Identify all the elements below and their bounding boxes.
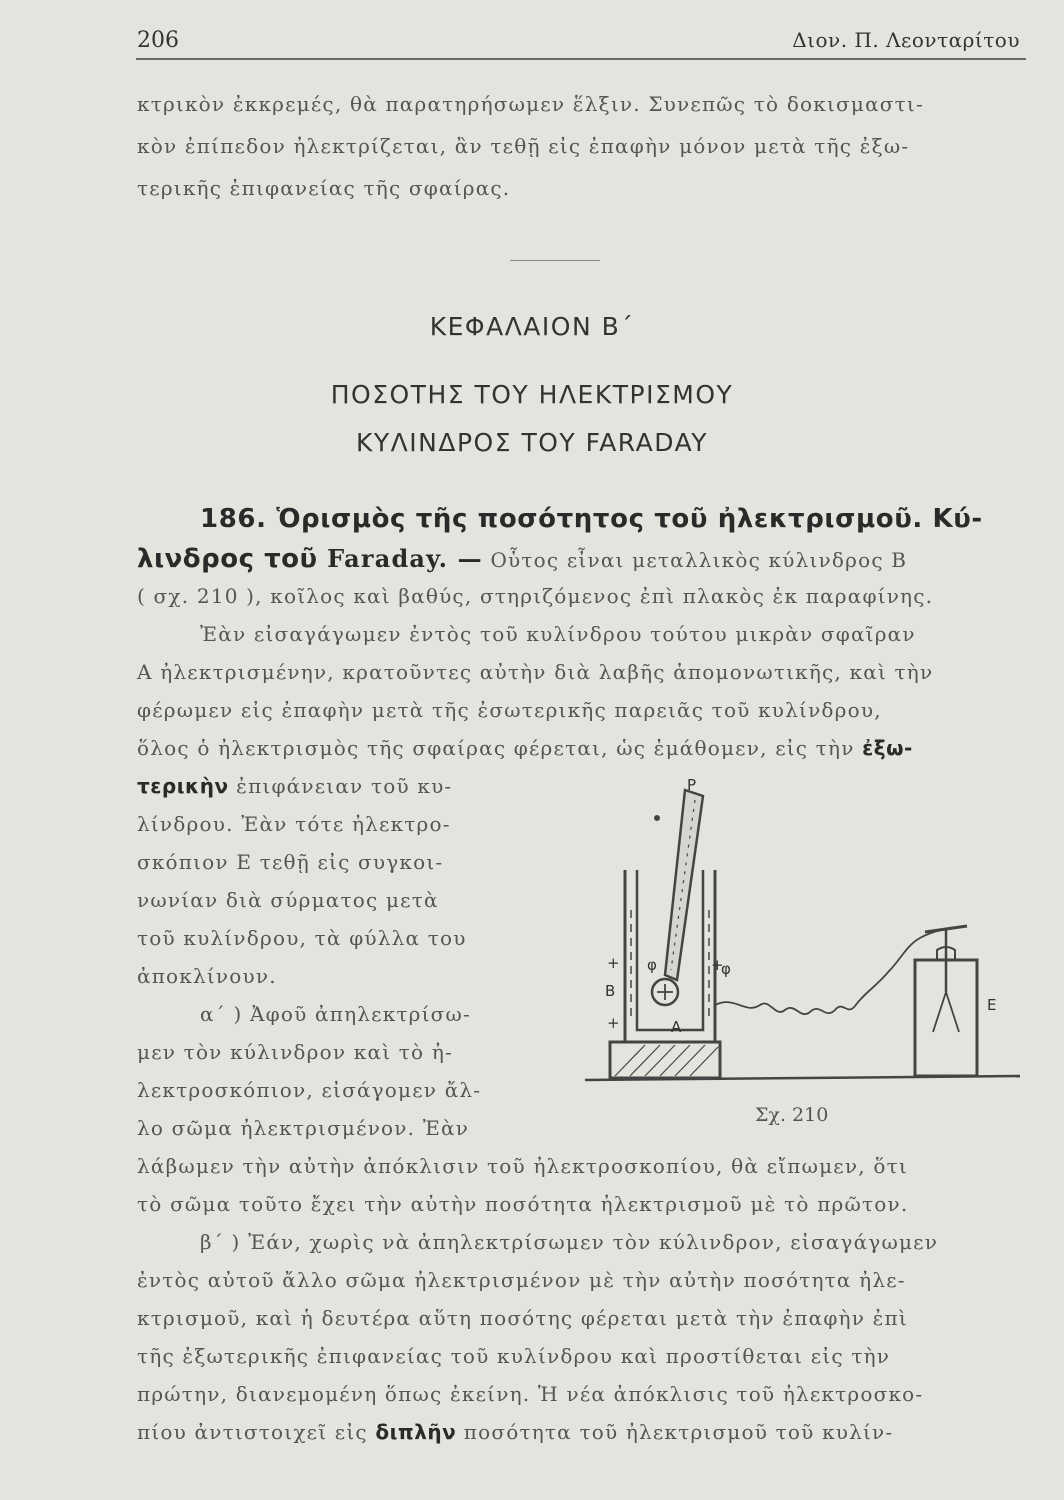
last-line — [137, 1420, 893, 1444]
section-line-2 — [137, 544, 907, 574]
last-line-text-a: πίου ἀντιστοιχεῖ εἰς — [137, 1420, 376, 1444]
full-line-3: β΄ ) Ἐάν, χωρὶς νὰ ἀπηλεκτρίσωμεν τὸν κύλινδρον, εἰσαγάγωμεν — [200, 1230, 939, 1254]
narrow-line-2: σκόπιον Ε τεθῇ εἰς συγκοι- — [137, 850, 444, 874]
connecting-wire — [715, 930, 941, 1014]
label-e: E — [987, 996, 997, 1014]
header-rule — [136, 58, 1026, 60]
figure-caption: Σχ. 210 — [755, 1104, 829, 1126]
full-line-6: τῆς ἐξωτερικῆς ἐπιφανείας τοῦ κυλίνδρου καὶ προστίθεται εἰς τὴν — [137, 1344, 891, 1368]
label-a: A — [671, 1018, 682, 1036]
narrow-line-7: μεν τὸν κύλινδρον καὶ τὸ ἠ- — [137, 1040, 453, 1064]
faraday-cylinder-figure — [585, 770, 1025, 1100]
chapter-title-line-1: ΠΟΣΟΤΗΣ ΤΟΥ ΗΛΕΚΤΡΙΣΜΟΥ — [330, 380, 734, 409]
section-heading-cont: λινδρος τοῦ — [137, 544, 328, 574]
last-line-text-b: ποσότητα τοῦ ἠλεκτρισμοῦ τοῦ κυλίν- — [456, 1420, 894, 1444]
running-head: Διον. Π. Λεονταρίτου — [792, 28, 1020, 52]
bold-exoterikin-b: τερικὴν — [137, 774, 229, 798]
section-line-2-text: Οὗτος εἶναι μεταλλικὸς κύλινδρος Β — [482, 548, 908, 572]
label-plus-3: + — [711, 956, 724, 974]
faraday-name: Faraday. — — [327, 544, 483, 573]
bold-diplin: διπλῆν — [375, 1420, 457, 1444]
label-plus-1: + — [607, 954, 620, 972]
electroscope-leaf-left — [933, 992, 946, 1032]
section-line-7 — [137, 736, 913, 760]
chapter-title-line-2: ΚΥΛΙΝΔΡΟΣ ΤΟΥ FARADAY — [356, 428, 708, 457]
label-phi-right: φ — [721, 960, 731, 978]
section-line-4: Ἐὰν εἰσαγάγωμεν ἐντὸς τοῦ κυλίνδρου τούτου μικρὰν σφαῖραν — [200, 622, 916, 646]
intro-line-3: τερικῆς ἐπιφανείας τῆς σφαίρας. — [137, 176, 511, 200]
full-line-5: κτρισμοῦ, καὶ ἡ δευτέρα αὕτη ποσότης φέρεται μετὰ τὴν ἐπαφὴν ἐπὶ — [137, 1306, 908, 1330]
intro-line-1: κτρικὸν ἐκκρεμές, θὰ παρατηρήσωμεν ἕλξιν. Συνεπῶς τὸ δοκισμαστι- — [137, 92, 924, 116]
label-plus-2: + — [607, 1014, 620, 1032]
page-number: 206 — [137, 28, 179, 53]
label-phi-left: φ — [647, 956, 657, 974]
electroscope-leaf-right — [946, 992, 959, 1032]
full-line-2: τὸ σῶμα τοῦτο ἔχει τὴν αὐτὴν ποσότητα ἠλεκτρισμοῦ μὲ τὸ πρῶτον. — [137, 1192, 909, 1216]
label-p: P — [687, 776, 697, 794]
label-b: B — [605, 982, 616, 1000]
narrow-line-9: λο σῶμα ἠλεκτρισμένον. Ἐὰν — [137, 1116, 470, 1140]
chapter-label: ΚΕΦΑΛΑΙΟΝ Β΄ — [429, 312, 635, 341]
narrow-line-4: τοῦ κυλίνδρου, τὰ φύλλα του — [137, 926, 467, 950]
narrow-line-1: λίνδρου. Ἐὰν τότε ἠλεκτρο- — [137, 812, 451, 836]
section-line-8 — [137, 774, 452, 798]
full-line-4: ἐντὸς αὐτοῦ ἄλλο σῶμα ἠλεκτρισμένον μὲ τὴν αὐτὴν ποσότητα ἠλε- — [137, 1268, 906, 1292]
section-line-5: Α ἠλεκτρισμένην, κρατοῦντες αὐτὴν διὰ λαβῆς ἀπομονωτικῆς, καὶ τὴν — [137, 660, 934, 684]
insulating-handle — [665, 790, 703, 980]
section-line-6: φέρωμεν εἰς ἐπαφὴν μετὰ τῆς ἐσωτερικῆς παρειᾶς τοῦ κυλίνδρου, — [137, 698, 882, 722]
bold-exoterikin-a: ἐξω- — [862, 736, 913, 760]
section-line-3: ( σχ. 210 ), κοῖλος καὶ βαθύς, στηριζόμενος ἐπὶ πλακὸς ἐκ παραφίνης. — [137, 584, 934, 608]
narrow-line-3: νωνίαν διὰ σύρματος μετὰ — [137, 888, 439, 912]
narrow-line-5: ἀποκλίνουν. — [137, 964, 277, 988]
intro-line-2: κὸν ἐπίπεδον ἠλεκτρίζεται, ἂν τεθῇ εἰς ἐπαφὴν μόνον μετὰ τῆς ἐξω- — [137, 134, 910, 158]
section-line-7-text: ὅλος ὁ ἠλεκτρισμὸς τῆς σφαίρας φέρεται, ὡς ἐμάθομεν, εἰς τὴν — [137, 736, 863, 760]
full-line-1: λάβωμεν τὴν αὐτὴν ἀπόκλισιν τοῦ ἠλεκτροσκοπίου, θὰ εἴπωμεν, ὅτι — [137, 1154, 908, 1178]
narrow-line-6: α΄ ) Ἀφοῦ ἀπηλεκτρίσω- — [200, 1002, 471, 1026]
section-heading: 186. Ὁρισμὸς τῆς ποσότητος τοῦ ἠλεκτρισμοῦ. Κύ- — [200, 504, 983, 534]
section-line-8-text: ἐπιφάνειαν τοῦ κυ- — [228, 774, 453, 798]
narrow-line-8: λεκτροσκόπιον, εἰσάγομεν ἄλ- — [137, 1078, 482, 1102]
paraffin-hatching — [615, 1045, 718, 1076]
section-separator — [510, 260, 600, 261]
full-line-7: πρώτην, διανεμομένη ὅπως ἐκείνη. Ἡ νέα ἀπόκλισις τοῦ ἠλεκτροσκο- — [137, 1382, 924, 1406]
